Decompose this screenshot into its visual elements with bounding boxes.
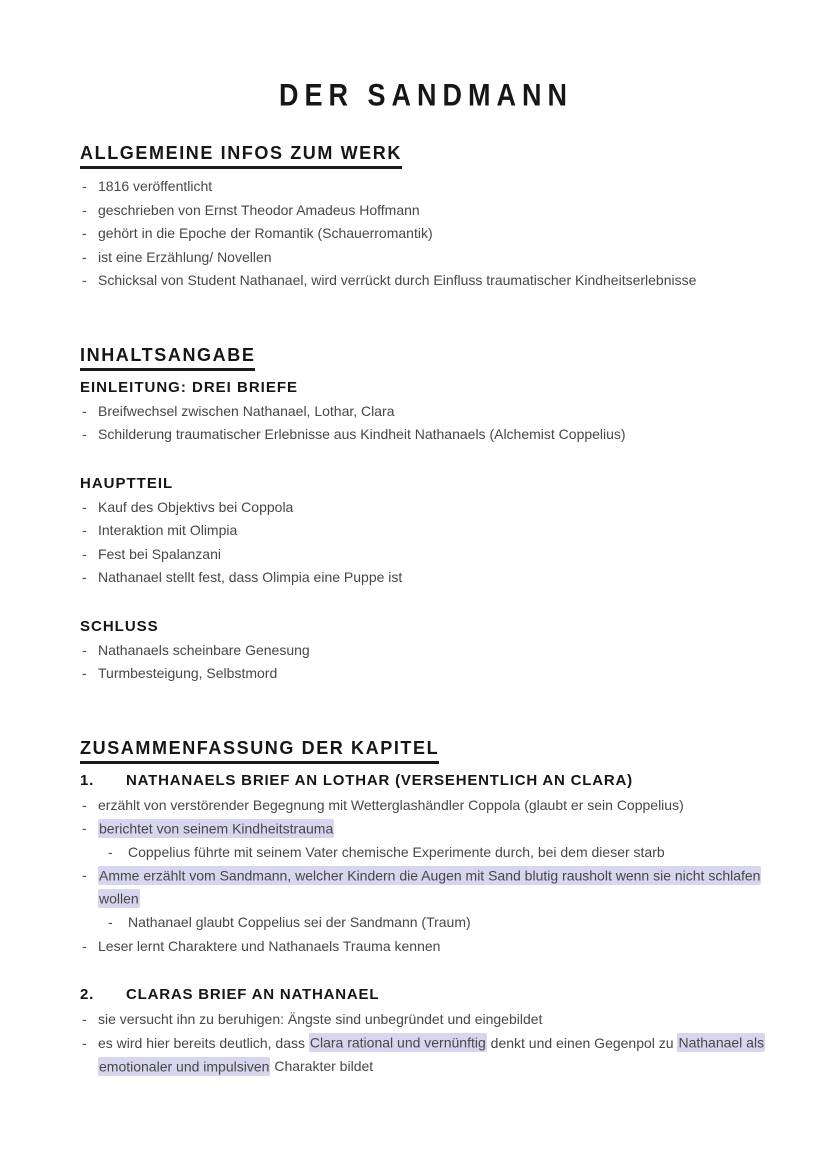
bullet-text [98,423,772,447]
bullet-text [98,175,772,199]
list-item [80,519,772,543]
list-item [80,199,772,223]
text-segment: Interaktion mit Olimpia [98,522,238,538]
highlighted-text-segment: Nathanael als emotionaler und impulsiven [99,1034,765,1074]
text-segment: Nathanael stellt fest, dass Olimpia eine Puppe ist [98,569,403,585]
chapter-heading [80,984,772,1005]
bullet-dash-marker: - [82,272,87,288]
section-heading: INHALTSANGABE [80,345,255,371]
bullet-dash-marker: - [82,796,87,813]
bullet-dash-marker: - [82,665,87,681]
bullet-dash-marker: - [82,867,87,883]
page-title-text: DER SANDMANN [279,77,573,113]
bullet-text [98,566,772,590]
bullet-text [98,496,772,520]
section [80,738,772,1079]
text-segment: ist eine Erzählung/ Novellen [98,248,272,265]
list-item [80,1008,772,1032]
text-segment: Schicksal von Student Nathanael, wird verrückt durch Einfluss traumatischer Kindheitserlebnisse [98,272,697,288]
text-segment: denkt und einen Gegenpol zu [486,1034,678,1051]
text-segment: sie versucht ihn zu beruhigen: Ängste sind unbegründet und eingebildet [98,1011,543,1027]
bullet-dash-marker: - [82,522,87,538]
bullet-dash-marker: - [82,201,87,218]
list-item [80,496,772,520]
section [80,345,772,686]
chapter-heading [80,770,772,791]
text-segment: Nathanael glaubt Coppelius sei der Sandmann (Traum) [128,914,471,930]
text-segment: gehört in die Epoche der Romantik (Schauerromantik) [98,225,433,241]
text-segment: Coppelius führte mit seinem Vater chemische Experimente durch, bei dem dieser starb [128,843,665,860]
bullet-text [98,1008,772,1032]
text-segment: erzählt von verstörender Begegnung mit Wetterglashändler Coppola (glaubt er sein Coppelius) [98,796,684,813]
list-item [80,269,772,293]
bullet-list [80,175,772,293]
bullet-dash-marker: - [82,248,87,265]
bullet-text [98,817,772,841]
chapter-number: 1. [80,771,95,789]
bullet-dash-marker: - [82,820,87,836]
text-segment: geschrieben von Ernst Theodor Amadeus Hoffmann [98,201,420,218]
list-item [80,543,772,567]
bullet-dash-marker: - [82,1034,87,1051]
text-segment: Charakter bildet [270,1058,374,1074]
text-segment: Schilderung traumatischer Erlebnisse aus Kindheit Nathanaels (Alchemist Coppelius) [98,426,626,442]
bullet-dash-marker: - [108,843,113,860]
list-item [80,911,772,935]
bullet-text [98,639,772,663]
bullet-dash-marker: - [82,1011,87,1027]
chapter-title: NATHANAELS BRIEF AN LOTHAR (VERSEHENTLICH AN CLARA) [126,771,633,789]
bullet-text [98,222,772,246]
list-item [80,400,772,424]
highlighted-text-segment: Amme erzählt vom Sandmann, welcher Kindern die Augen mit Sand blutig rausholt wenn sie nicht schlafen wollen [99,867,761,907]
list-item [80,639,772,663]
chapter-title: CLARAS BRIEF AN NATHANAEL [126,986,380,1003]
highlighted-text-segment: Clara rational und vernünftig [309,1034,486,1051]
bullet-text [98,864,772,911]
list-item [80,423,772,447]
list-item [80,817,772,841]
bullet-text [98,400,772,424]
bullet-text [128,911,772,935]
list-item [80,566,772,590]
bullet-text [98,246,772,270]
section-heading: ALLGEMEINE INFOS ZUM WERK [80,143,402,169]
bullet-text [98,269,772,293]
bullet-list [80,1008,772,1079]
blank-line [80,958,772,984]
highlighted-text-segment: berichtet von seinem Kindheitstrauma [99,820,334,836]
list-item [80,794,772,818]
bullet-dash-marker: - [82,937,87,954]
list-item [80,864,772,911]
section [80,143,772,293]
bullet-dash-marker: - [82,225,87,241]
bullet-list [80,639,772,686]
bullet-text [98,519,772,543]
chapter-number: 2. [80,986,95,1003]
bullet-dash-marker: - [82,641,87,658]
bullet-text [128,841,772,865]
blank-line [80,447,772,473]
bullet-dash-marker: - [108,914,113,930]
bullet-dash-marker: - [82,178,87,194]
text-segment: es wird hier bereits deutlich, dass [98,1034,309,1051]
subheading: EINLEITUNG: DREI BRIEFE [80,378,299,396]
bullet-text [98,662,772,686]
bullet-dash-marker: - [82,426,87,442]
list-item [80,841,772,865]
bullet-list [80,794,772,959]
bullet-text [98,543,772,567]
bullet-dash-marker: - [82,402,87,419]
text-segment: Fest bei Spalanzani [98,545,221,562]
bullet-dash-marker: - [82,545,87,562]
bullet-dash-marker: - [82,498,87,515]
bullet-list [80,496,772,590]
list-item [80,662,772,686]
list-item [80,222,772,246]
text-segment: Turmbesteigung, Selbstmord [98,665,278,681]
text-segment: Breifwechsel zwischen Nathanael, Lothar, Clara [98,402,395,419]
bullet-text [98,1032,772,1079]
subheading: HAUPTTEIL [80,474,174,492]
text-segment: 1816 veröffentlicht [98,178,213,194]
bullet-text [98,935,772,959]
bullet-dash-marker: - [82,569,87,585]
section-heading: ZUSAMMENFASSUNG DER KAPITEL [80,738,439,764]
blank-line [80,590,772,616]
bullet-text [98,794,772,818]
page-title [80,77,772,113]
text-segment: Nathanaels scheinbare Genesung [98,641,310,658]
bullet-text [98,199,772,223]
list-item [80,1032,772,1079]
bullet-list [80,400,772,447]
list-item [80,246,772,270]
text-segment: Leser lernt Charaktere und Nathanaels Trauma kennen [98,937,441,954]
document-body [80,143,772,1079]
subheading: SCHLUSS [80,617,159,635]
list-item [80,175,772,199]
text-segment: Kauf des Objektivs bei Coppola [98,498,294,515]
list-item [80,935,772,959]
